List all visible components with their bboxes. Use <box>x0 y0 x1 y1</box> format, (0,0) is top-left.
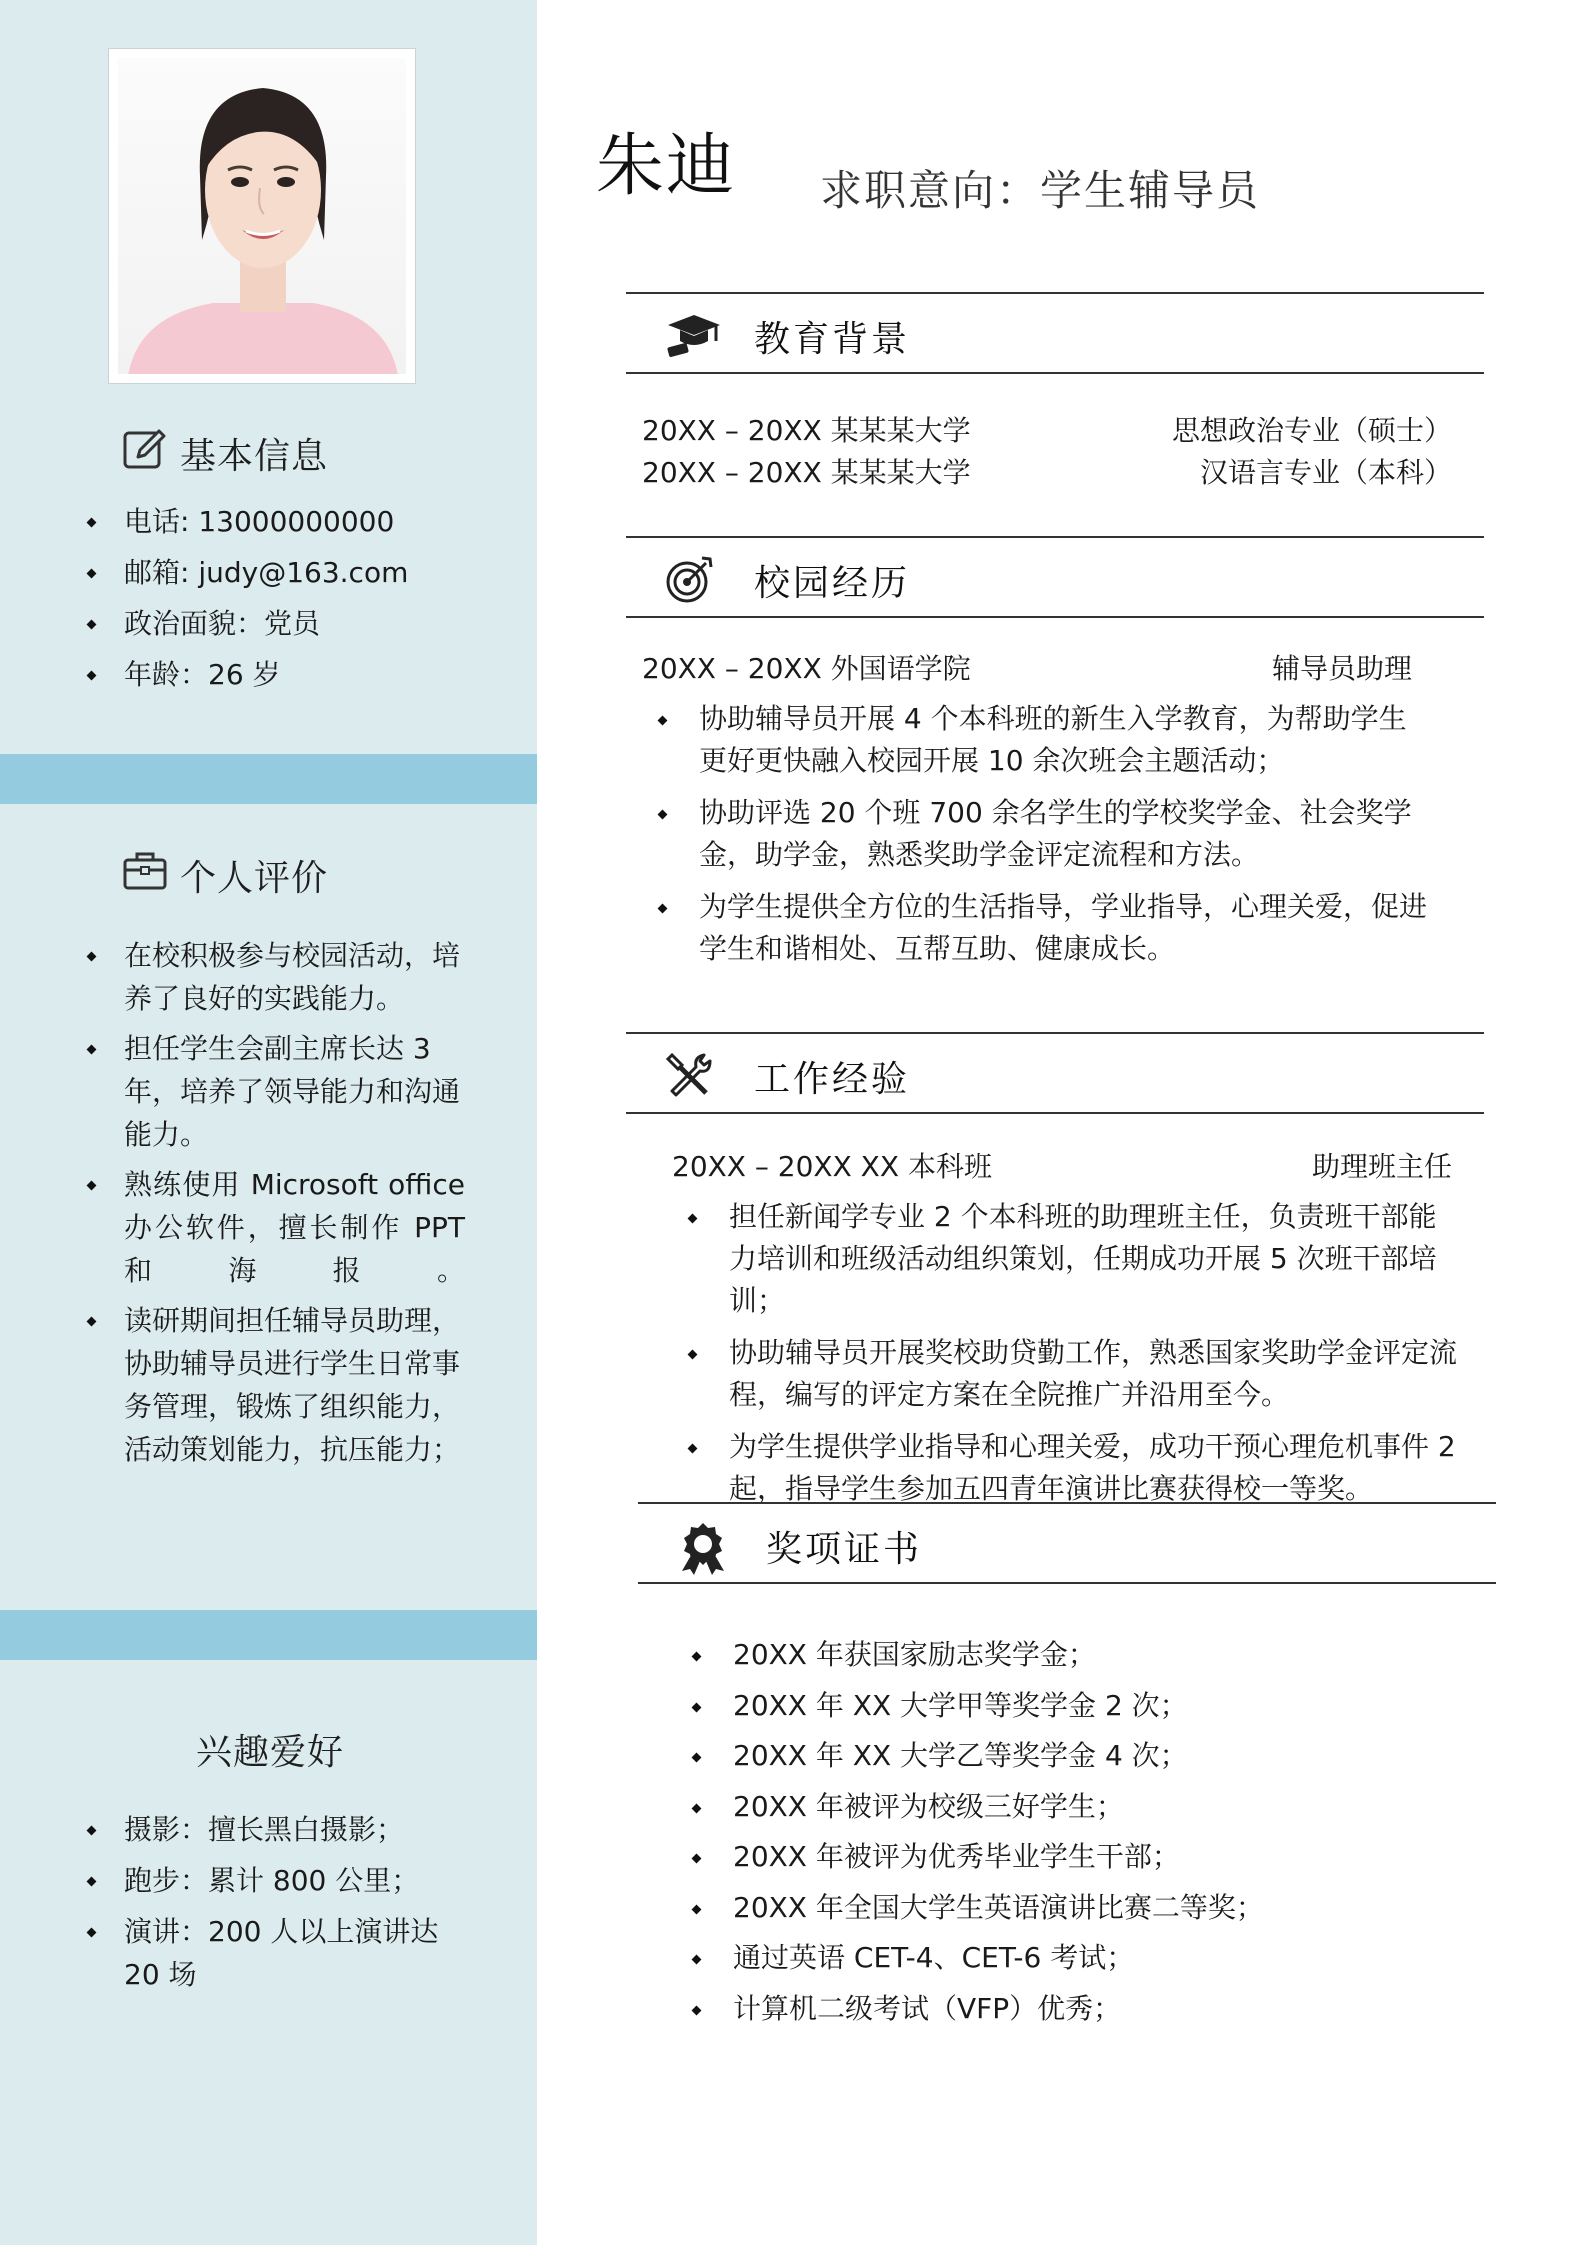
campus-role: 辅导员助理 <box>1271 652 1412 685</box>
work-role: 助理班主任 <box>1311 1150 1452 1183</box>
list-item: 计算机二级考试（VFP）优秀； <box>676 1988 1476 2030</box>
edit-icon <box>122 426 168 481</box>
list-item: 通过英语 CET-4、CET-6 考试； <box>676 1937 1476 1979</box>
campus-list <box>642 698 1434 980</box>
work-title: 工作经验 <box>754 1059 911 1100</box>
list-item: 年龄：26 岁 <box>68 653 488 696</box>
list-item: 20XX 年获国家励志奖学金； <box>676 1634 1476 1676</box>
list-item: 20XX 年 XX 大学乙等奖学金 4 次； <box>676 1735 1476 1777</box>
list-item: 跑步：累计 800 公里； <box>68 1859 448 1902</box>
campus-header-row <box>642 648 1412 690</box>
hobbies-heading <box>196 1724 344 1775</box>
list-item: 20XX 年全国大学生英语演讲比赛二等奖； <box>676 1887 1476 1929</box>
education-row <box>642 410 1452 452</box>
hobbies-list <box>68 1808 448 2004</box>
basic-info-heading <box>122 426 328 481</box>
list-item: 在校积极参与校园活动，培养了良好的实践能力。 <box>68 934 465 1020</box>
campus-period-org: 20XX – 20XX 外国语学院 <box>642 652 971 685</box>
awards-title: 奖项证书 <box>766 1529 923 1570</box>
profile-photo <box>118 58 406 374</box>
list-item: 为学生提供学业指导和心理关爱，成功干预心理危机事件 2 起，指导学生参加五四青年演讲比赛获得校一等奖。 <box>672 1426 1464 1510</box>
list-item: 电话: 13000000000 <box>68 500 488 543</box>
tools-icon <box>664 1051 714 1105</box>
candidate-name: 朱迪 <box>596 127 737 206</box>
work-period-org: 20XX – 20XX XX 本科班 <box>672 1150 992 1183</box>
list-item: 为学生提供全方位的生活指导，学业指导，心理关爱，促进学生和谐相处、互帮互助、健康成长。 <box>642 886 1434 970</box>
education-major: 汉语言专业（本科） <box>1199 456 1452 489</box>
graduation-cap-icon <box>664 311 722 365</box>
work-header-row <box>672 1146 1452 1188</box>
profile-photo-frame <box>108 48 416 384</box>
list-item: 协助辅导员开展 4 个本科班的新生入学教育，为帮助学生更好更快融入校园开展 10 余次班会主题活动； <box>642 698 1434 782</box>
basic-info-list <box>68 500 488 704</box>
list-item: 20XX 年被评为优秀毕业学生干部； <box>676 1836 1476 1878</box>
list-item: 20XX 年被评为校级三好学生； <box>676 1786 1476 1828</box>
basic-info-title: 基本信息 <box>180 436 329 477</box>
campus-section-header <box>626 536 1484 618</box>
list-item: 读研期间担任辅导员助理，协助辅导员进行学生日常事务管理，锻炼了组织能力，活动策划能力，抗压能力； <box>68 1299 465 1471</box>
evaluation-list <box>68 934 465 1478</box>
awards-section-header <box>638 1502 1496 1584</box>
work-section-header <box>626 1032 1484 1114</box>
list-item: 摄影：擅长黑白摄影； <box>68 1808 448 1851</box>
education-title: 教育背景 <box>754 319 911 360</box>
list-item: 20XX 年 XX 大学甲等奖学金 2 次； <box>676 1685 1476 1727</box>
evaluation-heading <box>122 850 328 901</box>
list-item: 演讲：200 人以上演讲达 20 场 <box>68 1910 448 1996</box>
sidebar-divider-band <box>0 1610 537 1660</box>
list-item: 担任学生会副主席长达 3 年，培养了领导能力和沟通能力。 <box>68 1027 465 1156</box>
hobbies-title: 兴趣爱好 <box>196 1732 345 1773</box>
evaluation-title: 个人评价 <box>180 858 329 899</box>
education-row <box>642 452 1452 494</box>
job-intent: 求职意向：学生辅导员 <box>820 166 1261 215</box>
list-item: 熟练使用 Microsoft office 办公软件，擅长制作 PPT 和海报。 <box>68 1163 465 1292</box>
education-period-school: 20XX – 20XX 某某某大学 <box>642 414 971 447</box>
award-medal-icon <box>676 1521 730 1579</box>
education-section-header <box>626 292 1484 374</box>
list-item: 邮箱: judy@163.com <box>68 551 488 594</box>
work-list <box>672 1196 1464 1520</box>
briefcase-icon <box>122 850 168 901</box>
list-item: 协助评选 20 个班 700 余名学生的学校奖学金、社会奖学金，助学金，熟悉奖助学金评定流程和方法。 <box>642 792 1434 876</box>
campus-title: 校园经历 <box>754 563 911 604</box>
list-item: 政治面貌：党员 <box>68 602 488 645</box>
target-icon <box>664 555 714 609</box>
education-major: 思想政治专业（硕士） <box>1171 414 1452 447</box>
list-item: 协助辅导员开展奖校助贷勤工作，熟悉国家奖助学金评定流程，编写的评定方案在全院推广并沿用至今。 <box>672 1332 1464 1416</box>
sidebar-divider-band <box>0 754 537 804</box>
awards-list <box>676 1634 1476 2038</box>
list-item: 担任新闻学专业 2 个本科班的助理班主任，负责班干部能力培训和班级活动组织策划，任期成功开展 5 次班干部培训； <box>672 1196 1464 1322</box>
education-period-school: 20XX – 20XX 某某某大学 <box>642 456 971 489</box>
